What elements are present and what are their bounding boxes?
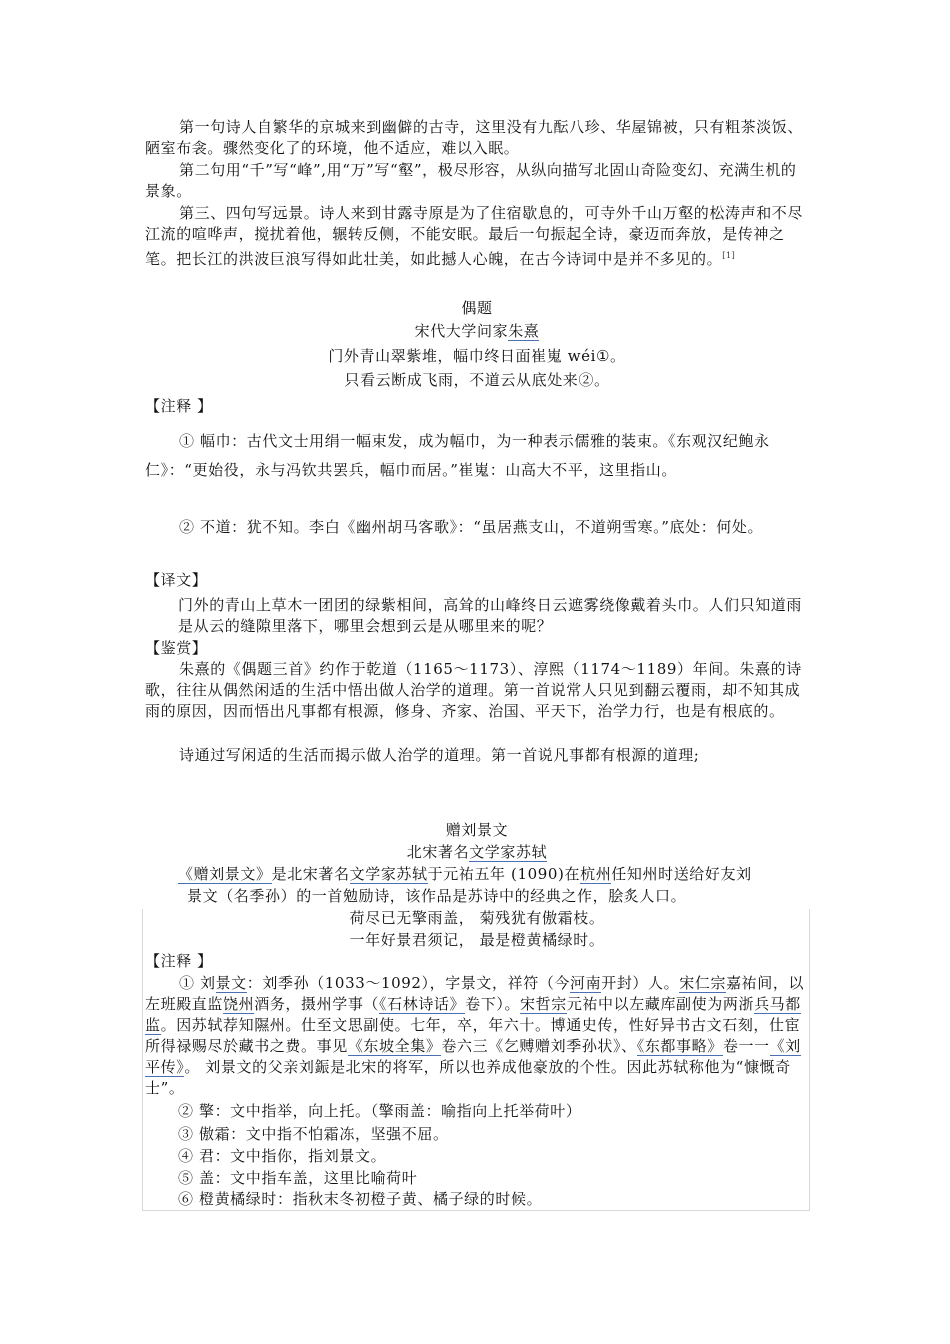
author-link[interactable]: 文学家苏轼	[469, 843, 548, 861]
note-text: 嘉祐间，以左班殿直监	[145, 974, 805, 1013]
appreciation-paragraph-1: 朱熹的《偶题三首》约作于乾道（1165～1173）、淳熙（1174～1189）年间。朱熹的诗歌，往往从偶然闲适的生活中悟出做人治学的道理。第一首说常人只见到翻云覆雨，却不知其成雨的原因，因而悟出凡事都有根源，修身、齐家、治国、平天下，治学力行，也是有根底的。	[145, 660, 802, 720]
paragraph-third-fourth-lines	[145, 203, 809, 270]
poem2-notes-heading: 【注释 】	[145, 952, 213, 970]
note-text: 。因苏轼荐知隰州。仕至文思副使。七年，卒，年六十。博通史传，性好异书古文石刻，仕宦所得禄赐尽於藏书之费。事见	[145, 1016, 801, 1055]
note-text: 酒务，摄州学事（	[254, 995, 380, 1013]
intro-text: 任知州时送给好友刘	[611, 865, 752, 883]
notes-heading: 【注释 】	[145, 397, 213, 415]
place-link[interactable]: 杭州	[580, 865, 612, 883]
poem2-note-2: ② 擎：文中指举，向上托。（擎雨盖：喻指向上托举荷叶）	[178, 1102, 582, 1120]
appreciation-heading: 【鉴赏】	[145, 639, 208, 657]
appreciation-paragraph-2: 诗通过写闲适的生活而揭示做人治学的道理。第一首说凡事都有根源的道理;	[179, 746, 700, 764]
place-link[interactable]: 河南	[570, 974, 602, 992]
poem2-note-6: ⑥ 橙黄橘绿时：指秋末冬初橙子黄、橘子绿的时候。	[178, 1190, 543, 1208]
book-link[interactable]: 《石林诗话》	[379, 995, 466, 1013]
poem-line-1: 门外青山翠紫堆，幅巾终日面崔嵬 wéi①。	[328, 347, 626, 365]
poem2-note-4: ④ 君：文中指你，指刘景文。	[178, 1147, 387, 1165]
emperor-link[interactable]: 宋哲宗	[520, 995, 567, 1013]
poem2-intro-line-1	[178, 864, 818, 885]
note-text: 。 刘景文的父亲刘鋠是北宋的将军，所以也养成他豪放的个性。因此苏轼称他为“慷慨奇士”。	[145, 1058, 791, 1097]
book-link[interactable]: 《东都事略》	[636, 1037, 723, 1055]
author-link[interactable]: 文学家苏轼	[349, 865, 428, 883]
note-text: 卷下）。	[465, 995, 521, 1013]
note-text: ：刘季孙（1033～1092），字景文，祥符（今	[246, 974, 571, 992]
intro-text: 是北宋著名	[271, 865, 350, 883]
poem2-line-1: 荷尽已无擎雨盖， 菊残犹有傲霜枝。	[349, 909, 605, 927]
poem-line-2: 只看云断成飞雨，不道云从底处来②。	[344, 371, 610, 389]
poem2-title: 赠刘景文	[445, 821, 509, 839]
poem2-note-5: ⑤ 盖：文中指车盖，这里比喻荷叶	[178, 1169, 418, 1187]
note-2: ② 不道：犹不知。李白《幽州胡马客歌》：“虽居燕支山，不道朔雪寒。”底处：何处。	[179, 518, 764, 536]
poem2-note-3: ③ 傲霜：文中指不怕霜冻，坚强不屈。	[178, 1125, 449, 1143]
book-link[interactable]: 《东坡全集》	[347, 1037, 442, 1055]
paragraph-first-line: 第一句诗人自繁华的京城来到幽僻的古寺，这里没有九酝八珍、华屋锦被，只有粗茶淡饭、陋室布衾。骤然变化了的环境，他不适应，难以入眠。	[145, 118, 804, 157]
poem2-note-1	[145, 973, 809, 1099]
poem2-author	[145, 842, 809, 863]
work-link[interactable]: 《赠刘景文》	[178, 865, 272, 883]
note-text: 开封）人。	[601, 974, 680, 992]
poem-title: 偶题	[461, 299, 493, 317]
footnote-reference[interactable]: [1]	[722, 251, 736, 260]
intro-text: 于元祐五年 (1090)在	[427, 865, 581, 883]
note-text: ① 刘	[179, 974, 216, 992]
note-1: ① 幅巾：古代文士用绢一幅束发，成为幅巾，为一种表示儒雅的装束。《东观汉纪鲍永仁》：“更始役，永与冯钦共罢兵，幅巾而居。”崔嵬：山高大不平，这里指山。	[145, 432, 770, 479]
paragraph-text: 第三、四句写远景。诗人来到甘露寺原是为了住宿歇息的，可寺外千山万壑的松涛声和不尽江流的喧哗声，搅扰着他，辗转反侧，不能安眠。最后一句振起全诗，豪迈而奔放，是传神之笔。把长江的洪波巨浪写得如此壮美，如此撼人心魄，在古今诗词中是并不多见的。	[145, 204, 804, 268]
translation-heading: 【译文】	[145, 571, 208, 589]
office-link[interactable]: 兵马都监	[145, 995, 801, 1034]
paragraph-second-line: 第二句用“千”写“峰”,用“万”写“壑”，极尽形容，从纵向描写北固山奇险变幻、充满生机的景象。	[145, 161, 797, 200]
person-link[interactable]: 景文	[215, 974, 247, 992]
place-link[interactable]: 饶州	[223, 995, 255, 1013]
poem2-line-2: 一年好景君须记， 最是橙黄橘绿时。	[349, 931, 605, 949]
book-link[interactable]: 《刘平传》	[145, 1037, 801, 1076]
note-text: 元祐中以左藏库副使为两浙	[566, 995, 755, 1013]
emperor-link[interactable]: 宋仁宗	[679, 974, 727, 992]
author-link[interactable]: 朱熹	[508, 322, 540, 340]
author-prefix: 北宋著名	[406, 843, 470, 861]
note-text: 卷一一	[722, 1037, 770, 1055]
note-text: 卷六三《乞赙赠刘季孙状》、	[441, 1037, 637, 1055]
translation-text: 门外的青山上草木一团团的绿紫相间，高耸的山峰终日云遮雾绕像戴着头巾。人们只知道雨是从云的缝隙里落下，哪里会想到云是从哪里来的呢？	[178, 596, 803, 635]
author-prefix: 宋代大学问家	[414, 322, 509, 340]
poem-author	[145, 321, 809, 342]
poem2-intro-line-2: 景文（名季孙）的一首勉励诗，该作品是苏诗中的经典之作，脍炙人口。	[187, 887, 687, 905]
